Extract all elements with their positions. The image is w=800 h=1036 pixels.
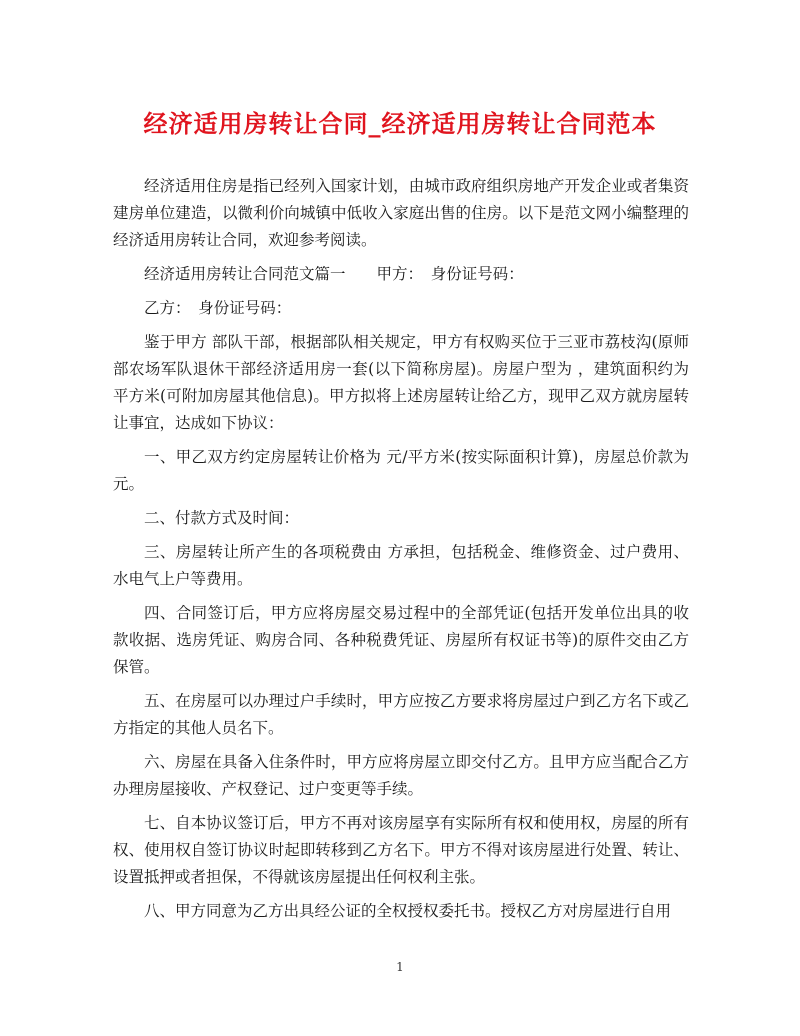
paragraph-recital: 鉴于甲方 部队干部，根据部队相关规定，甲方有权购买位于三亚市荔枝沟(原师部农场军队退休干部经济适用房一套(以下简称房屋)。房屋户型为 ，建筑面积约为 平方米(可附加房屋其他信息)。甲方拟将上述房屋转让给乙方，现甲乙双方就房屋转让事宜，达成如下协议： <box>113 333 689 432</box>
clause-6: 六、房屋在具备入住条件时，甲方应将房屋立即交付乙方。且甲方应当配合乙方办理房屋接收、产权登记、过户变更等手续。 <box>113 753 689 798</box>
clause-8: 八、甲方同意为乙方出具经公证的全权授权委托书。授权乙方对房屋进行自用 <box>144 902 672 920</box>
document-body <box>113 173 689 932</box>
paragraph-party-b: 乙方： 身份证号码： <box>144 299 292 317</box>
clause-5: 五、在房屋可以办理过户手续时，甲方应按乙方要求将房屋过户到乙方名下或乙方指定的其他人员名下。 <box>113 692 689 737</box>
clause-2: 二、付款方式及时间： <box>144 509 300 527</box>
document-title: 经济适用房转让合同_经济适用房转让合同范本 <box>143 109 657 138</box>
clause-7: 七、自本协议签订后，甲方不再对该房屋享有实际所有权和使用权，房屋的所有权、使用权自签订协议时起即转移到乙方名下。甲方不得对该房屋进行处置、转让、设置抵押或者担保，不得就该房屋提出任何权利主张。 <box>113 814 689 886</box>
clause-4: 四、合同签订后，甲方应将房屋交易过程中的全部凭证(包括开发单位出具的收款收据、选房凭证、购房合同、各种税费凭证、房屋所有权证书等)的原件交由乙方保管。 <box>113 604 689 676</box>
paragraph-intro: 经济适用住房是指已经列入国家计划，由城市政府组织房地产开发企业或者集资建房单位建造，以微利价向城镇中低收入家庭出售的住房。以下是范文网小编整理的经济适用房转让合同，欢迎参考阅读。 <box>113 177 689 249</box>
page-number: 1 <box>396 960 404 974</box>
clause-1: 一、甲乙双方约定房屋转让价格为 元/平方米(按实际面积计算)，房屋总价款为 元。 <box>113 448 689 493</box>
paragraph-party-a: 经济适用房转让合同范文篇一 甲方： 身份证号码： <box>144 265 524 283</box>
clause-3: 三、房屋转让所产生的各项税费由 方承担，包括税金、维修资金、过户费用、水电气上户等费用。 <box>113 543 689 588</box>
